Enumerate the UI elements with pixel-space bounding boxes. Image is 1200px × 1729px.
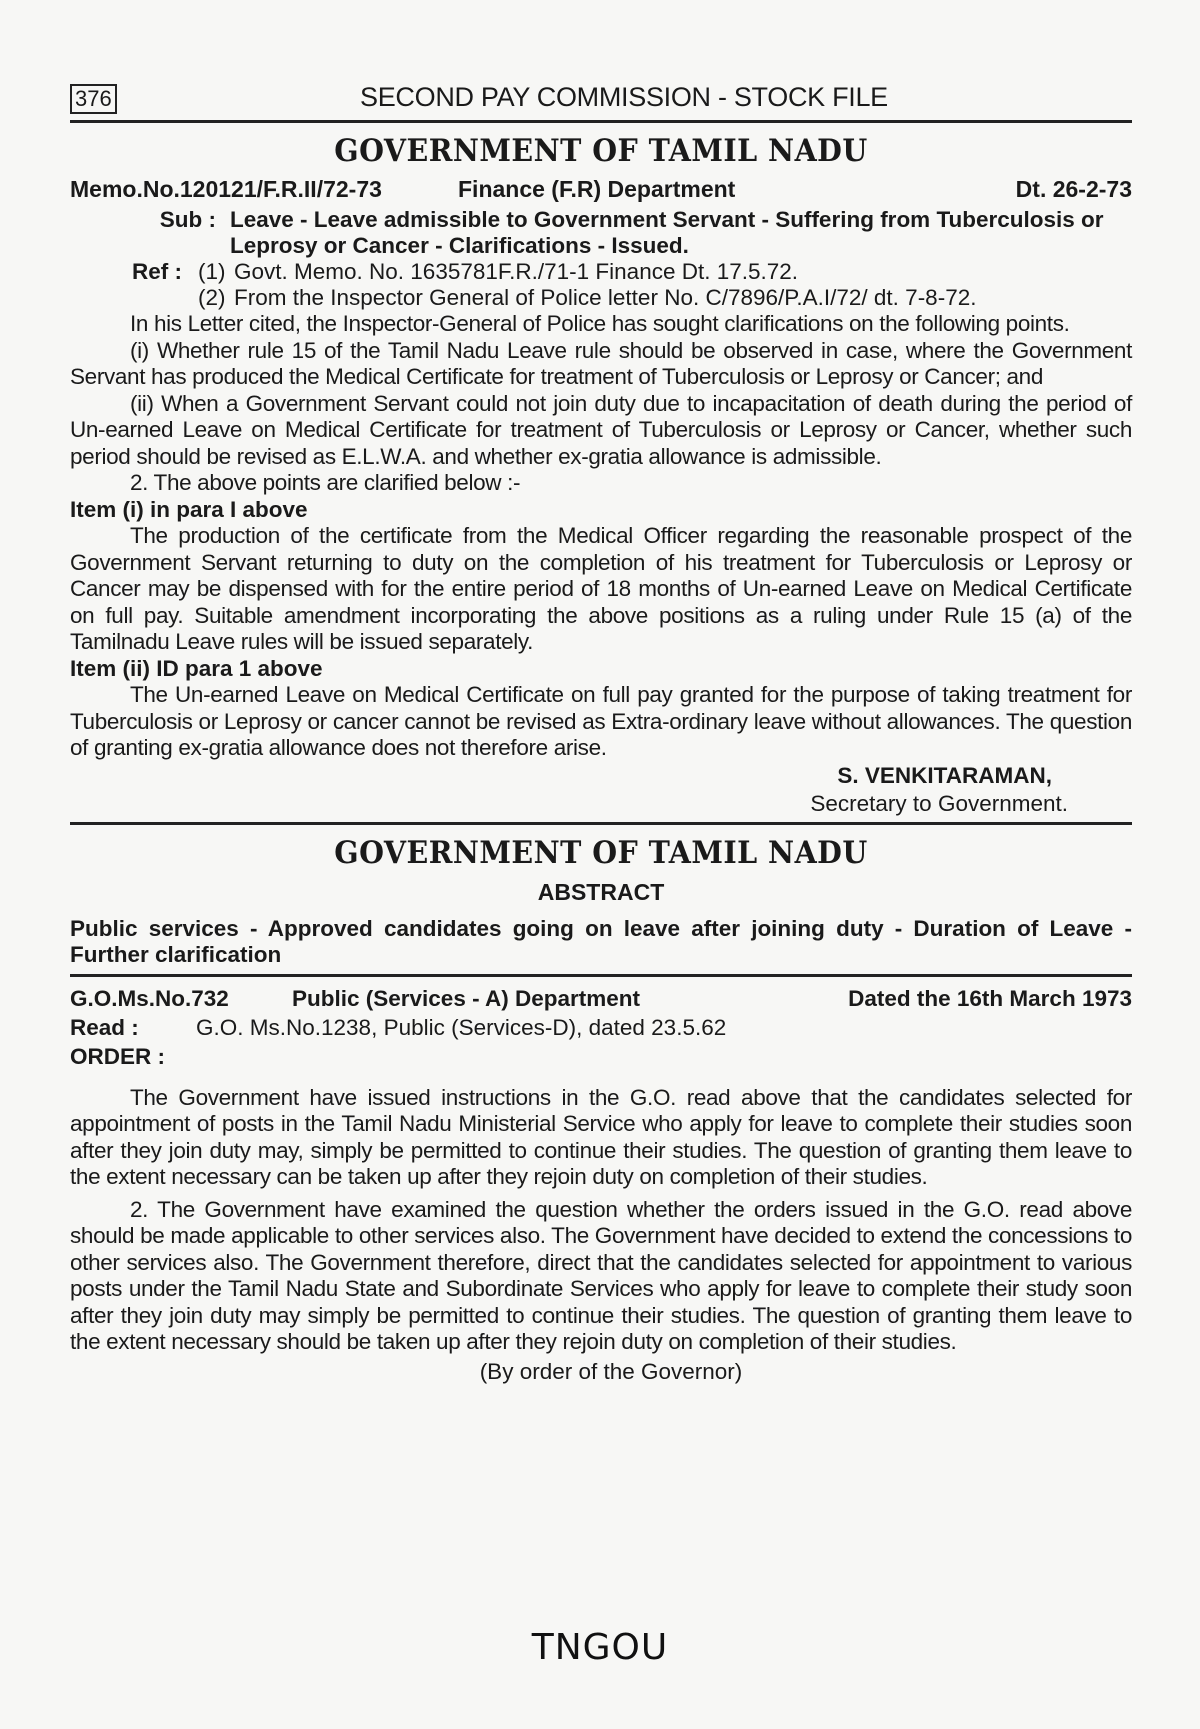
signatory-name: S. VENKITARAMAN, bbox=[837, 762, 1052, 788]
go-date: Dated the 16th March 1973 bbox=[848, 985, 1132, 1011]
memo-section bbox=[70, 133, 1132, 818]
memo-subject: Leave - Leave admissible to Government Servant - Suffering from Tuberculosis or Leprosy or Cancer - Clarifications - Issued. bbox=[230, 207, 1104, 258]
document-page bbox=[70, 80, 1132, 1386]
reference-number: (1) bbox=[198, 259, 226, 284]
by-order-line: (By order of the Governor) bbox=[479, 1358, 743, 1384]
order-label: ORDER : bbox=[70, 1043, 165, 1069]
memo-point-i: (i) Whether rule 15 of the Tamil Nadu Leave rule should be observed in case, where the Government Servant has produced the Medical Certificate for treatment of Tuberculosis or Leprosy or Cancer; and bbox=[70, 337, 1132, 389]
government-title: GOVERNMENT OF TAMIL NADU bbox=[334, 133, 868, 169]
page-header bbox=[70, 80, 1132, 120]
reference-item bbox=[198, 285, 976, 311]
abstract-rule bbox=[70, 974, 1132, 977]
section-divider bbox=[70, 822, 1132, 825]
go-meta-row bbox=[70, 985, 1132, 1013]
read-label: Read : bbox=[70, 1014, 139, 1040]
memo-para-2: 2. The above points are clarified below :- bbox=[130, 470, 521, 495]
page-number: 376 bbox=[70, 84, 117, 114]
signatory-title: Secretary to Government. bbox=[810, 790, 1068, 816]
memo-number: Memo.No.120121/F.R.II/72-73 bbox=[70, 176, 382, 202]
abstract-subject: Public services - Approved candidates going on leave after joining duty - Duration of Leave - Further clarification bbox=[70, 915, 1132, 967]
memo-point-ii: (ii) When a Government Servant could not join duty due to incapacitation of death during the period of Un-earned Leave on Medical Certificate for treatment of Tuberculosis or Leprosy or Cancer, whether such period should be revised as E.L.W.A. and whether ex-gratia allowance is admissible. bbox=[70, 390, 1132, 469]
reference-item bbox=[198, 259, 976, 285]
running-title: SECOND PAY COMMISSION - STOCK FILE bbox=[360, 82, 888, 112]
item-2-text: The Un-earned Leave on Medical Certificate on full pay granted for the purpose of taking treatment for Tuberculosis or Leprosy or cancer cannot be revised as Extra-ordinary leave without allowances. The question of granting ex-gratia allowance does not therefore arise. bbox=[70, 682, 1132, 760]
reference-number: (2) bbox=[198, 285, 226, 310]
reference-text: Govt. Memo. No. 1635781F.R./71-1 Finance Dt. 17.5.72. bbox=[234, 259, 799, 284]
go-number: G.O.Ms.No.732 bbox=[70, 985, 229, 1011]
go-department: Public (Services - A) Department bbox=[292, 985, 641, 1011]
read-text: G.O. Ms.No.1238, Public (Services-D), dated 23.5.62 bbox=[196, 1014, 727, 1040]
item-1-text: The production of the certificate from the Medical Officer regarding the reasonable prospect of the Government Servant returning to duty on the completion of his treatment for Tuberculosis or Leprosy or Cancer may be dispensed with for the entire period of 18 months of Un-earned Leave on Medical Certificate on full pay. Suitable amendment incorporating the above positions as a ruling under Rule 15 (a) of the Tamilnadu Leave rules will be issued separately. bbox=[70, 523, 1132, 654]
order-para-2: 2. The Government have examined the question whether the orders issued in the G.O. read above should be made applicable to other services also. The Government have decided to extend the concessions to other services also. The Government therefore, direct that the candidates selected for appointment to various posts under the Tamil Nadu State and Subordinate Services who apply for leave to complete their study soon after they join duty may simply be permitted to continue their studies. The question of granting them leave to the extent necessary should be taken up after they rejoin duty on completion of their studies. bbox=[70, 1196, 1132, 1354]
memo-department: Finance (F.R) Department bbox=[458, 176, 736, 202]
reference-text: From the Inspector General of Police letter No. C/7896/P.A.I/72/ dt. 7-8-72. bbox=[234, 285, 977, 310]
memo-subject-block bbox=[70, 207, 1132, 259]
abstract-label: ABSTRACT bbox=[537, 878, 665, 905]
subject-label: Sub : bbox=[159, 207, 216, 232]
order-para-1: The Government have issued instructions in the G.O. read above that the candidates selected for appointment of posts in the Tamil Nadu Ministerial Service who apply for leave to complete their studies soon after they join duty may, simply be permitted to continue their studies. The question of granting them leave to the extent necessary can be taken up after they rejoin duty on completion of their studies. bbox=[70, 1084, 1132, 1189]
government-title: GOVERNMENT OF TAMIL NADU bbox=[334, 834, 868, 871]
signature-block bbox=[70, 762, 1132, 818]
go-section bbox=[70, 835, 1132, 1386]
item-2-heading: Item (ii) ID para 1 above bbox=[70, 655, 323, 681]
memo-meta-row bbox=[70, 175, 1132, 203]
memo-intro: In his Letter cited, the Inspector-General of Police has sought clarifications on the following points. bbox=[130, 311, 1070, 336]
item-1-heading: Item (i) in para I above bbox=[70, 496, 308, 522]
ref-label: Ref : bbox=[132, 259, 182, 284]
header-rule bbox=[70, 120, 1132, 123]
footer-watermark: TNGOU bbox=[531, 1627, 669, 1668]
memo-references bbox=[70, 259, 1132, 311]
read-row bbox=[70, 1013, 1132, 1043]
memo-date: Dt. 26-2-73 bbox=[1015, 176, 1132, 202]
